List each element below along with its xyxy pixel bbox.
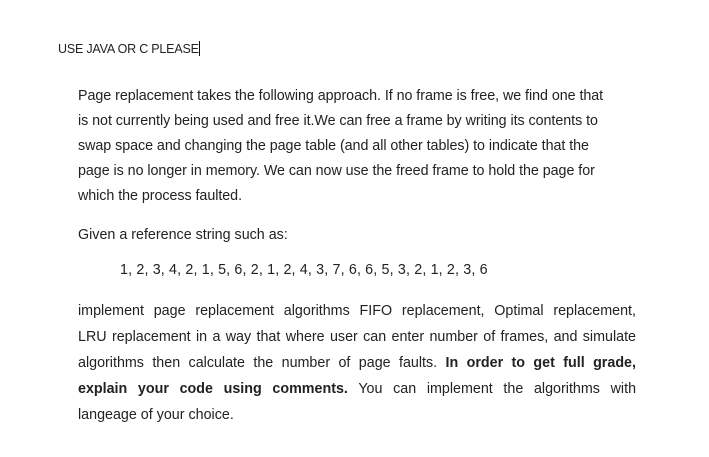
reference-string: 1, 2, 3, 4, 2, 1, 5, 6, 2, 1, 2, 4, 3, 7, 6, 6, 5, 3, 2, 1, 2, 3, 6 [120, 262, 488, 278]
paragraph3-line: LRU replacement in a way that where user can enter number of frames, and simulate [78, 329, 636, 345]
paragraph3-line [78, 350, 636, 376]
text-cursor [199, 41, 200, 56]
paragraph1-line: which the process faulted. [78, 188, 243, 204]
language-note[interactable] [58, 41, 200, 56]
paragraph-page-replacement [78, 84, 636, 209]
grading-emphasis: In order to get full grade, [445, 355, 636, 371]
paragraph1-line: page is no longer in memory. We can now use the freed frame to hold the page for [78, 163, 595, 179]
paragraph3-line: langeage of your choice. [78, 407, 234, 423]
paragraph3-text: You can implement the algorithms with [358, 381, 637, 397]
paragraph1-line: is not currently being used and free it.We can free a frame by writing its contents to [78, 113, 598, 129]
paragraph3-text: algorithms then calculate the number of page faults. [78, 355, 438, 371]
paragraph3-line: implement page replacement algorithms FIFO replacement, Optimal replacement, [78, 303, 636, 319]
grading-emphasis: explain your code using comments. [78, 381, 348, 397]
language-note-text: USE JAVA OR C PLEASE [58, 42, 199, 56]
paragraph1-line: swap space and changing the page table (and all other tables) to indicate that the [78, 138, 589, 154]
paragraph3-line [78, 376, 636, 402]
paragraph-given-reference: Given a reference string such as: [78, 227, 288, 243]
paragraph-task-description [78, 298, 636, 428]
paragraph1-line: Page replacement takes the following approach. If no frame is free, we find one that [78, 88, 604, 104]
